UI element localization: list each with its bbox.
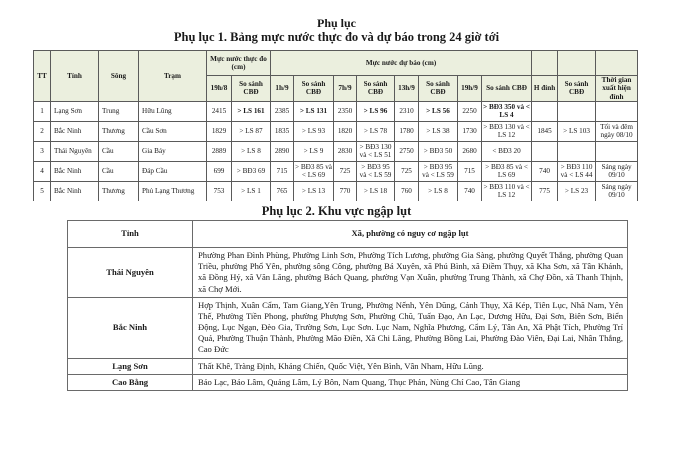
col-peak: H đỉnh (532, 76, 558, 102)
level-19h-9-cell: 2680 (458, 141, 482, 161)
cmp-13h-9-cell: > BĐ3 50 (419, 141, 458, 161)
cmp-19h-8-cell: > LS 161 (232, 101, 271, 121)
peak-level-cell: 775 (532, 181, 558, 201)
cmp-19h-8-cell: > LS 87 (232, 121, 271, 141)
level-19h-8-cell: 2889 (207, 141, 232, 161)
level-1h-9-cell: 2890 (271, 141, 294, 161)
level-1h-9-cell: 765 (271, 181, 294, 201)
province-cell: Bắc Ninh (68, 297, 193, 358)
province-cell: Lạng Sơn (51, 101, 99, 121)
table-row (68, 374, 628, 390)
level-13h-9-cell: 1780 (395, 121, 419, 141)
peak-level-cell (532, 101, 558, 121)
level-13h-9-cell: 2750 (395, 141, 419, 161)
river-cell: Thương (99, 121, 139, 141)
cmp-1h-9-cell: > LS 93 (294, 121, 334, 141)
cmp-19h-8-cell: > LS 8 (232, 141, 271, 161)
cmp-1h-9-cell: > LS 131 (294, 101, 334, 121)
flood-areas-cell: Phường Phan Đình Phùng, Phường Linh Sơn, Phường Tích Lương, phường Gia Sàng, phường Quyết Thắng, phường Quan Triều, phường Phổ Yên, phường sông Công, phường Bá Xuyên, xã Phú Bình, xã Điềm Thụy, xã Kha Sơn, xã Tân Khánh, xã Đồng Hỷ, xã Văn Lăng, phường Bách Quang, phường Vạn Xuân, phường Trung Thành, xã Chợ Đồn, xã Thanh Thịnh, xã Chợ Mới. (193, 248, 628, 298)
level-7h-9-cell: 2830 (334, 141, 357, 161)
cmp-1h-9-cell: > LS 13 (294, 181, 334, 201)
river-cell: Thương (99, 181, 139, 201)
level-1h-9-cell: 715 (271, 161, 294, 181)
cmp-peak-cell (558, 101, 596, 121)
cmp-1h-9-cell: > BĐ3 85 và < LS 69 (295, 163, 332, 180)
province-cell: Thái Nguyên (68, 248, 193, 298)
col-cmp: So sánh CBĐ (232, 76, 271, 102)
col-province: Tỉnh (51, 51, 99, 102)
province-cell: Thái Nguyên (51, 141, 99, 161)
col-group-measured: Mực nước thực đo (cm) (207, 51, 271, 76)
level-19h-9-cell: 2250 (458, 101, 482, 121)
peak-time-cell: Sáng ngày 09/10 (596, 181, 638, 201)
cmp-13h-9-cell: > LS 8 (419, 181, 458, 201)
col-cmp: So sánh CBĐ (482, 76, 532, 102)
level-13h-9-cell: 2310 (395, 101, 419, 121)
cmp-7h-9-cell: > LS 96 (357, 101, 395, 121)
col-time-blank (596, 51, 638, 76)
peak-level-cell: 740 (532, 161, 558, 181)
flood-area-table (67, 220, 628, 391)
cmp-7h-9-cell: > BĐ3 130 và < LS 51 (357, 141, 395, 161)
cmp-19h-9-cell: > BĐ3 350 và < LS 4 (483, 103, 530, 120)
cmp-19h-8-cell: > BĐ3 69 (232, 161, 271, 181)
river-cell: Trung (99, 101, 139, 121)
level-19h-8-cell: 753 (207, 181, 232, 201)
table-row (68, 297, 628, 358)
col-tt: TT (34, 51, 51, 102)
peak-level-cell: 1845 (532, 121, 558, 141)
level-19h-8-cell: 699 (207, 161, 232, 181)
row-number-cell: 5 (34, 181, 51, 201)
cmp-7h-9-cell: > LS 78 (357, 121, 395, 141)
flood-areas-cell: Thất Khê, Tràng Định, Kháng Chiến, Quốc Việt, Yên Bình, Vân Nham, Hữu Lũng. (193, 358, 628, 374)
level-1h-9-cell: 2385 (271, 101, 294, 121)
province-cell: Bắc Ninh (51, 181, 99, 201)
level-13h-9-cell: 725 (395, 161, 419, 181)
row-number-cell: 1 (34, 101, 51, 121)
row-number-cell: 3 (34, 141, 51, 161)
province-cell: Cao Bằng (68, 374, 193, 390)
level-19h-9-cell: 1730 (458, 121, 482, 141)
document-heading: Phụ lục (316, 16, 356, 30)
table-row (68, 248, 628, 298)
col-peak-blank (532, 51, 558, 76)
river-cell: Cầu (99, 161, 139, 181)
table-row (68, 358, 628, 374)
cmp-peak-cell: > LS 23 (558, 181, 596, 201)
col-19h-8: 19h/8 (207, 76, 232, 102)
province-cell: Bắc Ninh (51, 161, 99, 181)
col-river: Sông (99, 51, 139, 102)
table-row (34, 141, 638, 161)
cmp-7h-9-cell: > BĐ3 95 và < LS 59 (357, 161, 395, 181)
cmp-peak-cell: > BĐ3 110 và < LS 44 (558, 161, 596, 181)
peak-time-cell: Tối và đêm ngày 08/10 (596, 121, 638, 141)
row-number-cell: 4 (34, 161, 51, 181)
peak-level-cell (532, 141, 558, 161)
appendix2-title: Phụ lục 2. Khu vực ngập lụt (261, 204, 412, 218)
row-number-cell: 2 (34, 121, 51, 141)
water-level-table (33, 50, 638, 201)
level-7h-9-cell: 770 (334, 181, 357, 201)
col-cmp: So sánh CBĐ (357, 76, 395, 102)
cmp-13h-9-cell: > BĐ3 95 và < LS 59 (419, 161, 458, 181)
cmp-19h-9-cell: > BĐ3 130 và < LS 12 (483, 123, 530, 140)
header-row (68, 221, 628, 248)
peak-time-cell: Sáng ngày 09/10 (596, 161, 638, 181)
level-19h-8-cell: 2415 (207, 101, 232, 121)
station-cell: Hữu Lũng (139, 101, 207, 121)
appendix1-title: Phụ lục 1. Bảng mực nước thực đo và dự báo trong 24 giờ tới (173, 30, 500, 44)
cmp-peak-cell: > LS 103 (558, 121, 596, 141)
flood-areas-cell: Hợp Thịnh, Xuân Cẩm, Tam Giang,Yên Trung, Phường Nếnh, Yên Dũng, Cảnh Thụy, Xã Kép, Tiên Lục, Nhã Nam, Yên Thế, Phường Tiền Phong, phường Phượng Sơn, Phường Chũ, Tuấn Đạo, An Lạc, Dương Hữu, Đại Sơn, Biên Sơn, Biển Động, Lục Ngạn, Đèo Gia, Trường Sơn, Lục Sơn. Lục Nam, Nghĩa Phương, Cẩm Lý, Tân An, Xã Phật Tích, Phường Trí Quả, Phường Thuận Thành, Phường Mão Điền, Xã Chi Lăng, Phường Bồng Lai, Phường Đào Viên, Đại Lai, Nhân Thắng, Cao Đức (193, 297, 628, 358)
station-cell: Phủ Lạng Thương (139, 181, 207, 201)
cmp-1h-9-cell: > LS 9 (294, 141, 334, 161)
table-row (34, 121, 638, 141)
cmp-13h-9-cell: > LS 56 (419, 101, 458, 121)
col-station: Trạm (139, 51, 207, 102)
col-13h-9: 13h/9 (395, 76, 419, 102)
level-7h-9-cell: 725 (334, 161, 357, 181)
col-province: Tỉnh (68, 221, 193, 248)
col-7h-9: 7h/9 (334, 76, 357, 102)
province-cell: Bắc Ninh (51, 121, 99, 141)
col-cmp: So sánh CBĐ (419, 76, 458, 102)
level-7h-9-cell: 1820 (334, 121, 357, 141)
cmp-19h-9-cell: < BĐ3 20 (482, 141, 532, 161)
col-1h-9: 1h/9 (271, 76, 294, 102)
peak-time-cell (596, 141, 638, 161)
cmp-19h-9-cell: > BĐ3 110 và < LS 12 (483, 183, 530, 200)
col-peak-time: Thời gian xuất hiện đỉnh (596, 76, 638, 102)
station-cell: Gia Bảy (139, 141, 207, 161)
col-cmp: So sánh CBĐ (294, 76, 334, 102)
level-13h-9-cell: 760 (395, 181, 419, 201)
col-group-forecast: Mực nước dự báo (cm) (271, 51, 532, 76)
header-row-1 (34, 51, 638, 76)
table-row (34, 101, 638, 121)
level-19h-9-cell: 715 (458, 161, 482, 181)
level-7h-9-cell: 2350 (334, 101, 357, 121)
col-cmp: So sánh CBĐ (558, 76, 596, 102)
cmp-7h-9-cell: > LS 18 (357, 181, 395, 201)
flood-areas-cell: Bảo Lạc, Bảo Lâm, Quảng Lâm, Lý Bôn, Nam Quang, Thục Phán, Nùng Chí Cao, Tân Giang (193, 374, 628, 390)
table-row (34, 161, 638, 181)
cmp-19h-8-cell: > LS 1 (232, 181, 271, 201)
col-peak-cmp-blank (558, 51, 596, 76)
province-cell: Lạng Sơn (68, 358, 193, 374)
cmp-19h-9-cell: > BĐ3 85 và < LS 69 (482, 161, 532, 181)
cmp-peak-cell (558, 141, 596, 161)
col-areas: Xã, phường có nguy cơ ngập lụt (193, 221, 628, 248)
level-19h-9-cell: 740 (458, 181, 482, 201)
river-cell: Cầu (99, 141, 139, 161)
station-cell: Đáp Cầu (139, 161, 207, 181)
level-1h-9-cell: 1835 (271, 121, 294, 141)
peak-time-cell (596, 101, 638, 121)
cmp-13h-9-cell: > LS 38 (419, 121, 458, 141)
table-row (34, 181, 638, 201)
station-cell: Cầu Sơn (139, 121, 207, 141)
col-19h-9: 19h/9 (458, 76, 482, 102)
level-19h-8-cell: 1829 (207, 121, 232, 141)
